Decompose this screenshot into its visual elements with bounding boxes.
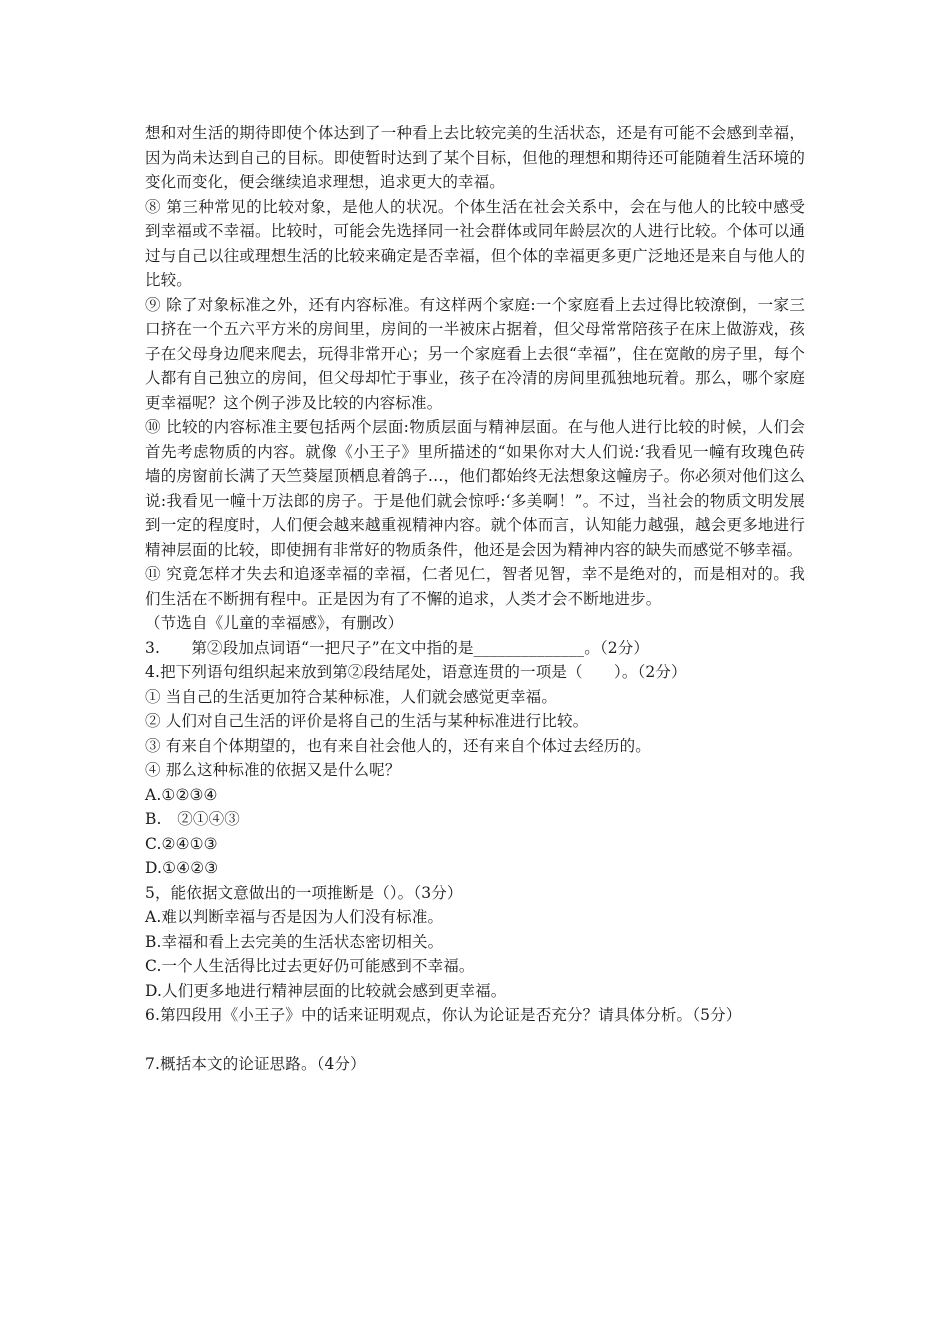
passage-paragraph-continued: 想和对生活的期待即使个体达到了一种看上去比较完美的生活状态，还是有可能不会感到幸福，因为尚未达到自己的目标。即使暂时达到了某个目标，但他的理想和期待还可能随着生活环境的变化而变化，便会继续追求理想，追求更大的幸福。 — [145, 124, 805, 191]
question-4-sentence-1: ① 当自己的生活更加符合某种标准，人们就会感觉更幸福。 — [145, 687, 557, 706]
question-4-stem: 4.把下列语句组织起来放到第②段结尾处，语意连贯的一项是（ ）。（2分） — [145, 663, 687, 681]
question-4-option-c: C.②④①③ — [145, 834, 218, 853]
answer-space — [145, 1028, 805, 1053]
passage-paragraph-8: ⑧ 第三种常见的比较对象，是他人的状况。个体生活在社会关系中，会在与他人的比较中感受到幸福或不幸福。比较时，可能会先选择同一社会群体或同年龄层次的人进行比较。个体可以通过与自己以往或理想生活的比较来确定是否幸福，但个体的幸福更多更广泛地还是来自与他人的比较。 — [145, 197, 805, 289]
question-5-option-d: D.人们更多地进行精神层面的比较就会感到更幸福。 — [145, 981, 507, 1000]
question-5-stem: 5，能依据文意做出的一项推断是（）。（3分） — [145, 883, 463, 902]
question-4-option-a: A.①②③④ — [145, 785, 218, 804]
passage-paragraph-11: ⑪ 究竟怎样才失去和追逐幸福的幸福，仁者见仁，智者见智，幸不是绝对的，而是相对的。我们生活在不断拥有程中。正是因为有了不懈的追求，人类才会不断地进步。 — [145, 565, 805, 608]
passage-paragraph-9: ⑨ 除了对象标准之外，还有内容标准。有这样两个家庭:一个家庭看上去过得比较潦倒，一家三口挤在一个五六平方米的房间里，房间的一半被床占据着，但父母常常陪孩子在床上做游戏，孩子在父母身边爬来爬去，玩得非常开心；另一个家庭看上去很“幸福”，住在宽敞的房子里，每个人都有自己独立的房间，但父母却忙于事业，孩子在冷清的房间里孤独地玩着。那么，哪个家庭更幸福呢？这个例子涉及比较的内容标准。 — [145, 295, 805, 412]
passage-source: （节选自《儿童的幸福感》，有删改） — [145, 614, 404, 632]
question-6: 6.第四段用《小王子》中的话来证明观点，你认为论证是否充分？请具体分析。（5分） — [145, 1006, 742, 1024]
question-5-option-b: B.幸福和看上去完美的生活状态密切相关。 — [145, 932, 444, 951]
question-3: 3. 第②段加点词语“一把尺子”在文中指的是______________。（2分） — [145, 638, 650, 657]
document-page — [145, 121, 805, 1077]
question-4-sentence-2: ② 人们对自己生活的评价是将自己的生活与某种标准进行比较。 — [145, 712, 589, 730]
question-5-option-c: C.一个人生活得比过去更好仍可能感到不幸福。 — [145, 957, 475, 975]
question-4-sentence-4: ④ 那么这种标准的依据又是什么呢？ — [145, 761, 401, 779]
question-4-option-d: D.①④②③ — [145, 859, 219, 877]
question-5-option-a: A.难以判断幸福与否是因为人们没有标准。 — [145, 908, 444, 926]
passage-paragraph-10: ⑩ 比较的内容标准主要包括两个层面:物质层面与精神层面。在与他人进行比较的时候，人们会首先考虑物质的内容。就像《小王子》里所描述的“如果你对大人们说:‘我看见一幢有玫瑰色砖墙的房窗前长满了天竺葵屋顶栖息着鸽子…，他们都始终无法想象这幢房子。你必须对他们这么说:我看见一幢十万法郎的房子。于是他们就会惊呼:‘多美啊！”。不过，当社会的物质文明发展到一定的程度时，人们便会越来越重视精神内容。就个体而言，认知能力越强，越会更多地进行精神层面的比较，即使拥有非常好的物质条件，他还是会因为精神内容的缺失而感觉不够幸福。 — [145, 418, 805, 559]
question-4-sentence-3: ③ 有来自个体期望的，也有来自社会他人的，还有来自个体过去经历的。 — [145, 736, 651, 755]
question-7: 7.概括本文的论证思路。（4分） — [145, 1055, 366, 1073]
question-4-option-b: B. ②①④③ — [145, 810, 240, 828]
